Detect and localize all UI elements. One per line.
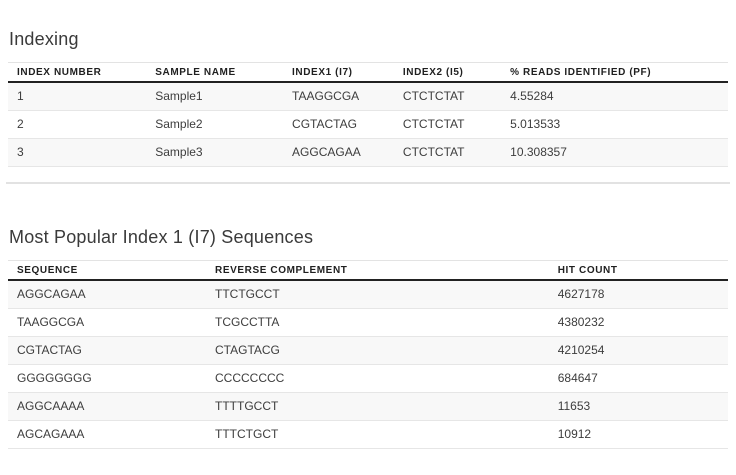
table-row (8, 139, 728, 167)
table-cell: 4380232 (549, 309, 728, 337)
column-header: INDEX1 (I7) (283, 63, 394, 83)
column-header: SAMPLE NAME (146, 63, 283, 83)
table-cell: CTAGTACG (206, 337, 549, 365)
indexing-table (8, 62, 728, 167)
table-cell: 1 (8, 82, 146, 111)
section-divider (6, 182, 730, 184)
table-row (8, 393, 728, 421)
indexing-section (8, 28, 728, 184)
popular-index-sequences-title: Most Popular Index 1 (I7) Sequences (9, 227, 314, 247)
table-row (8, 280, 728, 309)
indexing-table-head (8, 63, 728, 83)
popular-index-sequences-section (8, 226, 728, 449)
table-cell: CTCTCTAT (394, 139, 501, 167)
table-row (8, 309, 728, 337)
column-header: % READS IDENTIFIED (PF) (501, 63, 728, 83)
table-cell: 11653 (549, 393, 728, 421)
column-header: SEQUENCE (8, 261, 206, 281)
table-cell: Sample2 (146, 111, 283, 139)
table-row (8, 421, 728, 449)
table-cell: 10912 (549, 421, 728, 449)
table-cell: AGGCAGAA (8, 280, 206, 309)
table-cell: TAAGGCGA (283, 82, 394, 111)
table-cell: Sample1 (146, 82, 283, 111)
table-cell: CGTACTAG (283, 111, 394, 139)
table-cell: Sample3 (146, 139, 283, 167)
table-cell: AGCAGAAA (8, 421, 206, 449)
table-cell: CCCCCCCC (206, 365, 549, 393)
table-cell: TTCTGCCT (206, 280, 549, 309)
indexing-section-title: Indexing (9, 29, 79, 49)
table-cell: TAAGGCGA (8, 309, 206, 337)
table-cell: 10.308357 (501, 139, 728, 167)
table-cell: AGGCAGAA (283, 139, 394, 167)
column-header: REVERSE COMPLEMENT (206, 261, 549, 281)
indexing-table-body (8, 82, 728, 167)
table-cell: 2 (8, 111, 146, 139)
table-cell: 4210254 (549, 337, 728, 365)
table-cell: TTTCTGCT (206, 421, 549, 449)
table-cell: TCGCCTTA (206, 309, 549, 337)
table-header-row (8, 63, 728, 83)
popular-index-sequences-table (8, 260, 728, 449)
column-header: INDEX NUMBER (8, 63, 146, 83)
table-row (8, 82, 728, 111)
sequences-table-body (8, 280, 728, 449)
table-cell: 4.55284 (501, 82, 728, 111)
table-cell: CTCTCTAT (394, 82, 501, 111)
table-row (8, 337, 728, 365)
table-cell: TTTTGCCT (206, 393, 549, 421)
column-header: HIT COUNT (549, 261, 728, 281)
table-cell: 3 (8, 139, 146, 167)
table-header-row (8, 261, 728, 281)
sequences-table-head (8, 261, 728, 281)
table-cell: 684647 (549, 365, 728, 393)
table-cell: CTCTCTAT (394, 111, 501, 139)
column-header: INDEX2 (I5) (394, 63, 501, 83)
table-row (8, 365, 728, 393)
table-cell: 4627178 (549, 280, 728, 309)
table-cell: GGGGGGGG (8, 365, 206, 393)
table-cell: AGGCAAAA (8, 393, 206, 421)
table-row (8, 111, 728, 139)
table-cell: CGTACTAG (8, 337, 206, 365)
table-cell: 5.013533 (501, 111, 728, 139)
